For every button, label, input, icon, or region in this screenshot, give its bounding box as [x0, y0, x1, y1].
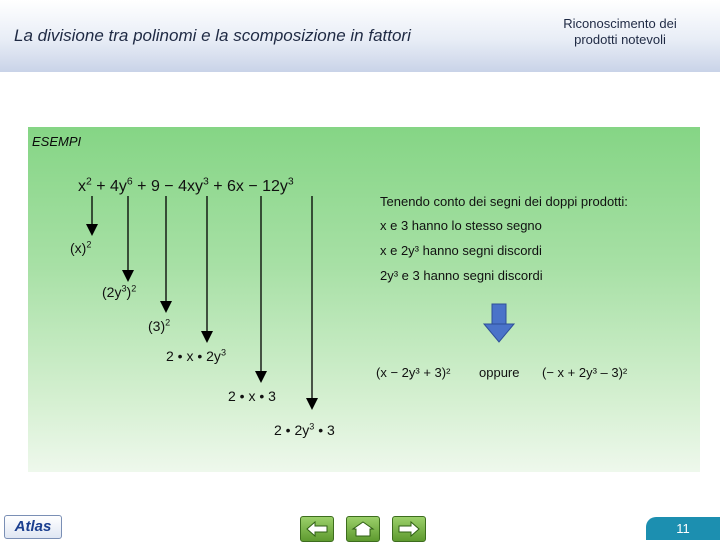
- home-button[interactable]: [346, 516, 380, 542]
- page-number: 11: [646, 517, 720, 540]
- term-x-squared: $(x)^2$: [70, 239, 92, 256]
- note-1: x e 3 hanno lo stesso segno: [380, 218, 542, 233]
- result-or: oppure: [479, 365, 520, 380]
- forward-icon: [397, 520, 421, 538]
- term-2y3-squared: $(2y^3)^2$: [102, 283, 137, 300]
- note-2: x e 2y³ hanno segni discordi: [380, 243, 542, 258]
- down-arrow-icon: [484, 304, 514, 342]
- term-2-2y3-3: 2 • $2y^3$ • 3: [274, 421, 335, 438]
- example-label: ESEMPI: [32, 134, 82, 149]
- back-button[interactable]: [300, 516, 334, 542]
- note-3: 2y³ e 3 hanno segni discordi: [380, 268, 543, 283]
- page-title: La divisione tra polinomi e la scomposizione in fattori: [14, 26, 411, 45]
- polynomial-expression: $x^2 + 4y^6 + 9 - 4xy^3 + 6x - 12y^3$: [78, 176, 294, 195]
- term-2-x-3: 2 • x • 3: [228, 388, 276, 404]
- term-2-x-2y3: 2 • x • $2y^3$: [166, 347, 226, 364]
- result-2: (− x + 2y³ – 3)²: [542, 365, 628, 380]
- back-icon: [305, 520, 329, 538]
- explanation-text: Tenendo conto dei segni dei doppi prodotti:: [380, 194, 628, 209]
- term-3-squared: $(3)^2$: [148, 317, 171, 334]
- forward-button[interactable]: [392, 516, 426, 542]
- result-1: (x − 2y³ + 3)²: [376, 365, 451, 380]
- atlas-logo: Atlas: [4, 515, 62, 539]
- home-icon: [351, 520, 375, 538]
- section-subtitle: Riconoscimento dei prodotti notevoli: [563, 16, 677, 47]
